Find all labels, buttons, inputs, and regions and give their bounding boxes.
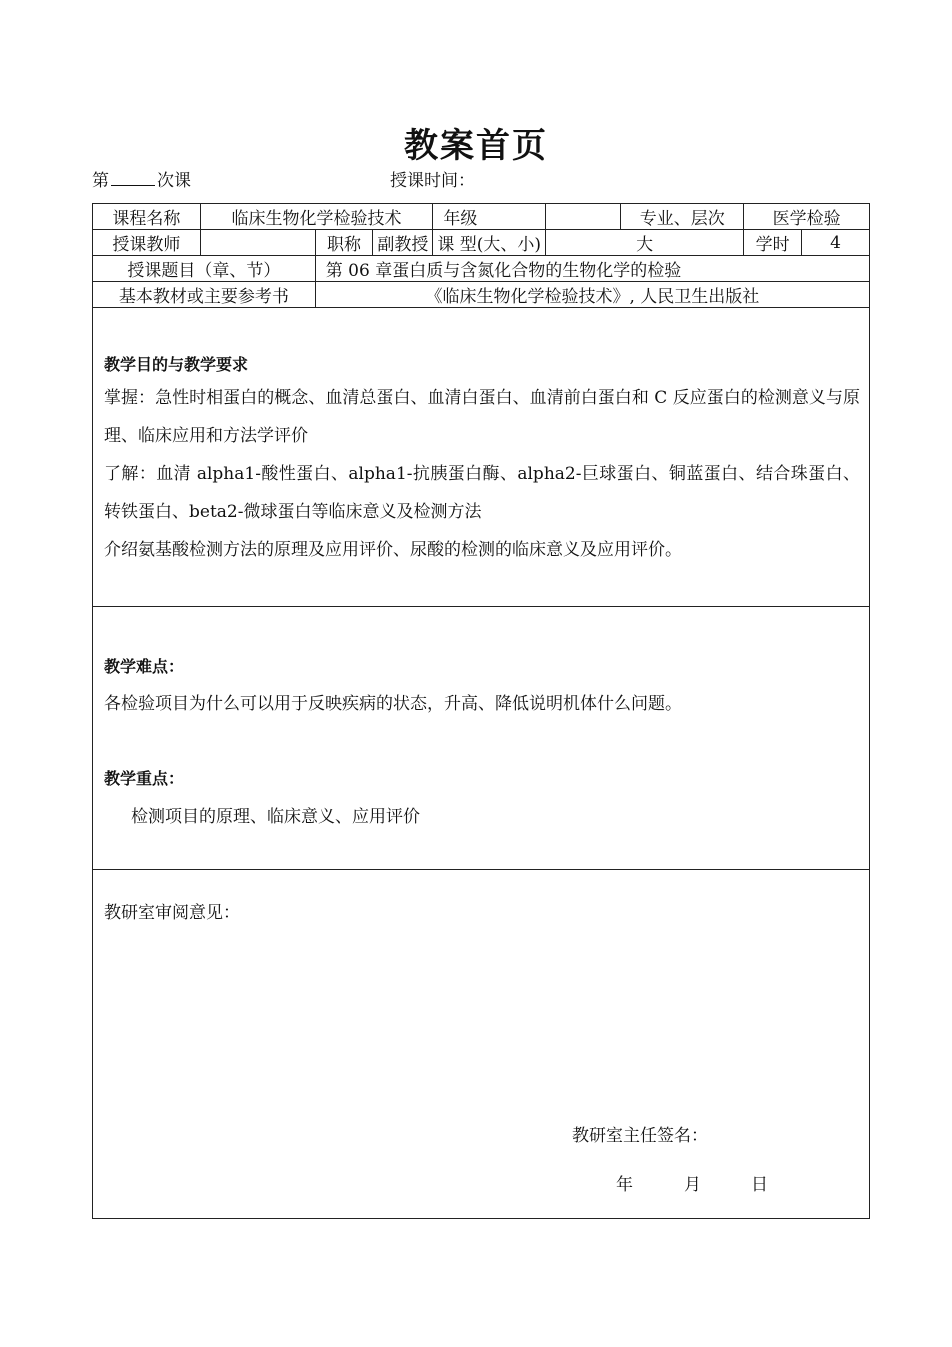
date-year: 年 (616, 1175, 633, 1195)
date-day: 日 (751, 1175, 768, 1195)
date-month: 月 (684, 1175, 701, 1195)
hours-label: 学时 (744, 230, 802, 256)
table-row (93, 282, 870, 308)
difficulties-section (92, 606, 870, 870)
grade-label: 年级 (433, 204, 546, 230)
table-row (93, 204, 870, 230)
table-row (93, 230, 870, 256)
teacher-value (200, 230, 315, 256)
class-type-label: 课 型(大、小) (433, 230, 546, 256)
objectives-introduce: 介绍氨基酸检测方法的原理及应用评价、尿酸的检测的临床意义及应用评价。 (104, 540, 682, 560)
textbook-label: 基本教材或主要参考书 (93, 282, 316, 308)
lesson-number-blank (111, 171, 155, 186)
hours-value: 4 (802, 230, 870, 256)
course-name-label: 课程名称 (93, 204, 201, 230)
class-type-value: 大 (546, 230, 744, 256)
review-heading: 教研室审阅意见： (104, 903, 240, 923)
major-label: 专业、层次 (621, 204, 744, 230)
topic-value: 第 06 章蛋白质与含氮化合物的生物化学的检验 (315, 256, 869, 282)
objectives-master: 掌握：急性时相蛋白的概念、血清总蛋白、血清白蛋白、血清前白蛋白和 C 反应蛋白的检测意义与原理、临床应用和方法学评价 (104, 388, 860, 446)
course-info-table (92, 203, 870, 308)
topic-label: 授课题目（章、节） (93, 256, 316, 282)
signature-label: 教研室主任签名： (572, 1126, 708, 1146)
lesson-time-label: 授课时间： (390, 171, 475, 191)
difficulties-heading: 教学难点： (104, 657, 185, 676)
lesson-number-line (92, 166, 191, 191)
major-value: 医学检验 (744, 204, 870, 230)
teacher-label: 授课教师 (93, 230, 201, 256)
course-name-value: 临床生物化学检验技术 (200, 204, 433, 230)
objectives-heading: 教学目的与教学要求 (104, 355, 249, 374)
rank-label: 职称 (315, 230, 373, 256)
lesson-prefix: 第 (92, 171, 109, 191)
textbook-value: 《临床生物化学检验技术》, 人民卫生出版社 (315, 282, 869, 308)
difficulties-text: 各检验项目为什么可以用于反映疾病的状态，升高、降低说明机体什么问题。 (104, 694, 682, 714)
grade-value (546, 204, 621, 230)
key-points-heading: 教学重点： (104, 769, 185, 788)
rank-value: 副教授 (373, 230, 433, 256)
lesson-suffix: 次课 (157, 171, 191, 191)
objectives-understand: 了解：血清 alpha1-酸性蛋白、alpha1-抗胰蛋白酶、alpha2-巨球蛋白、铜蓝蛋白、结合珠蛋白、转铁蛋白、beta2-微球蛋白等临床意义及检测方法 (104, 464, 860, 522)
key-points-text: 检测项目的原理、临床意义、应用评价 (131, 807, 420, 827)
table-row (93, 256, 870, 282)
page-title: 教案首页 (404, 126, 548, 166)
